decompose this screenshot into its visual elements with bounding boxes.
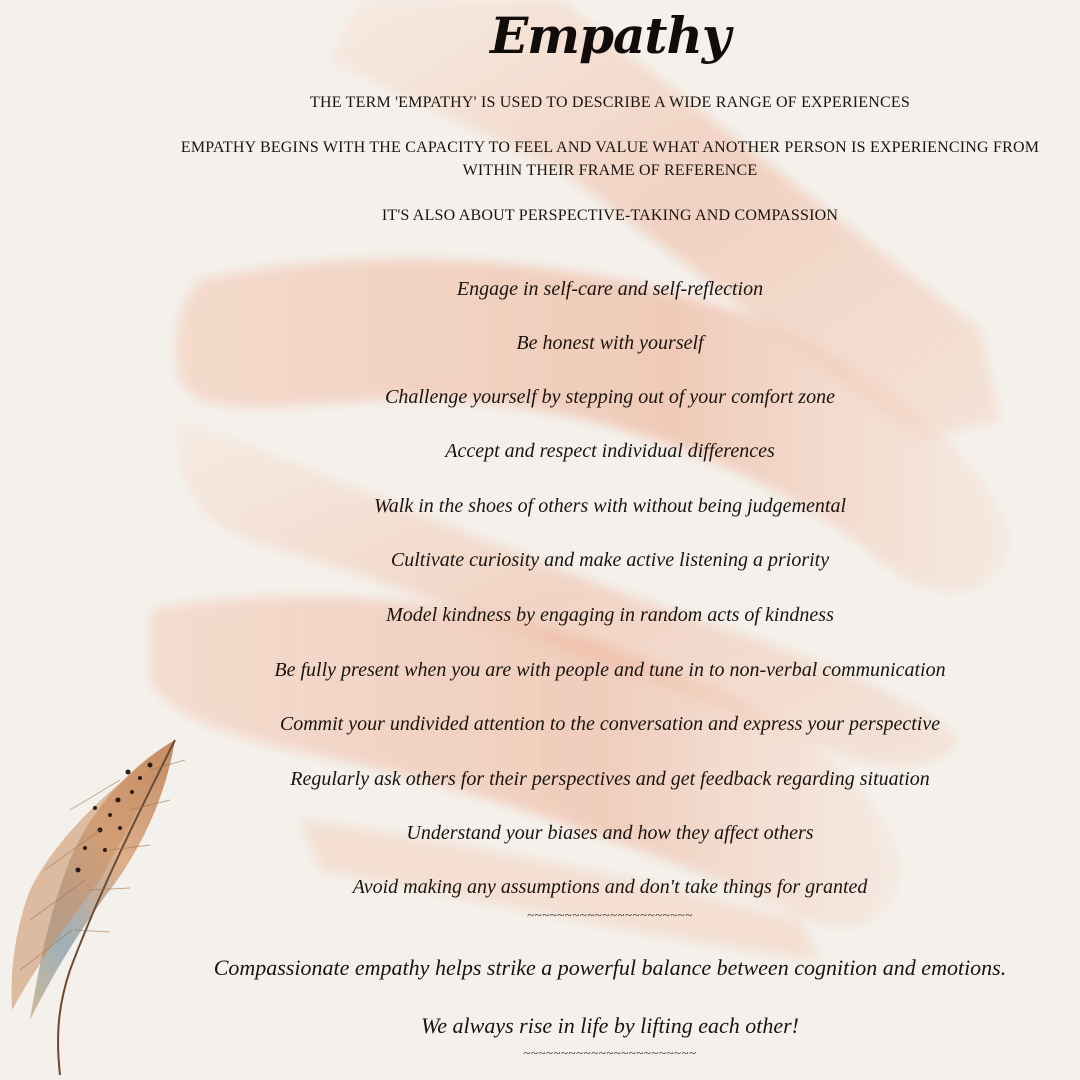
closing-line-1: Compassionate empathy helps strike a powerful balance between cognition and emotions. (213, 955, 1007, 980)
tip-item: Understand your biases and how they affect others (406, 822, 814, 844)
intro-line-1: THE TERM 'EMPATHY' IS USED TO DESCRIBE A WIDE RANGE OF EXPERIENCES (310, 94, 910, 111)
intro-line-3: IT'S ALSO ABOUT PERSPECTIVE-TAKING AND COMPASSION (381, 207, 839, 224)
closing-line-2: We always rise in life by lifting each other! (420, 1013, 800, 1038)
tip-item: Avoid making any assumptions and don't take things for granted (352, 876, 868, 898)
tip-item: Engage in self-care and self-reflection (456, 278, 764, 300)
tip-item: Challenge yourself by stepping out of your comfort zone (385, 386, 835, 408)
page-title: Empathy (490, 6, 730, 65)
tip-item: Be fully present when you are with people and tune in to non-verbal communication (274, 659, 946, 681)
divider-end: ~~~~~~~~~~~~~~~~~~~~~~~ (523, 1045, 697, 1060)
intro-line-2: EMPATHY BEGINS WITH THE CAPACITY TO FEEL AND VALUE WHAT ANOTHER PERSON IS EXPERIENCING FROM WITHIN THEIR FRAME OF REFERENCE (180, 139, 1040, 179)
tip-item: Walk in the shoes of others with without being judgemental (373, 495, 846, 517)
tip-item: Accept and respect individual differences (445, 440, 775, 462)
tip-item: Regularly ask others for their perspectives and get feedback regarding situation (290, 768, 930, 790)
tip-item: Cultivate curiosity and make active listening a priority (390, 549, 830, 571)
tip-item: Model kindness by engaging in random acts of kindness (386, 604, 834, 626)
tip-item: Commit your undivided attention to the conversation and express your perspective (279, 713, 941, 735)
tip-item: Be honest with yourself (516, 332, 704, 354)
divider: ~~~~~~~~~~~~~~~~~~~~~~ (527, 907, 693, 922)
